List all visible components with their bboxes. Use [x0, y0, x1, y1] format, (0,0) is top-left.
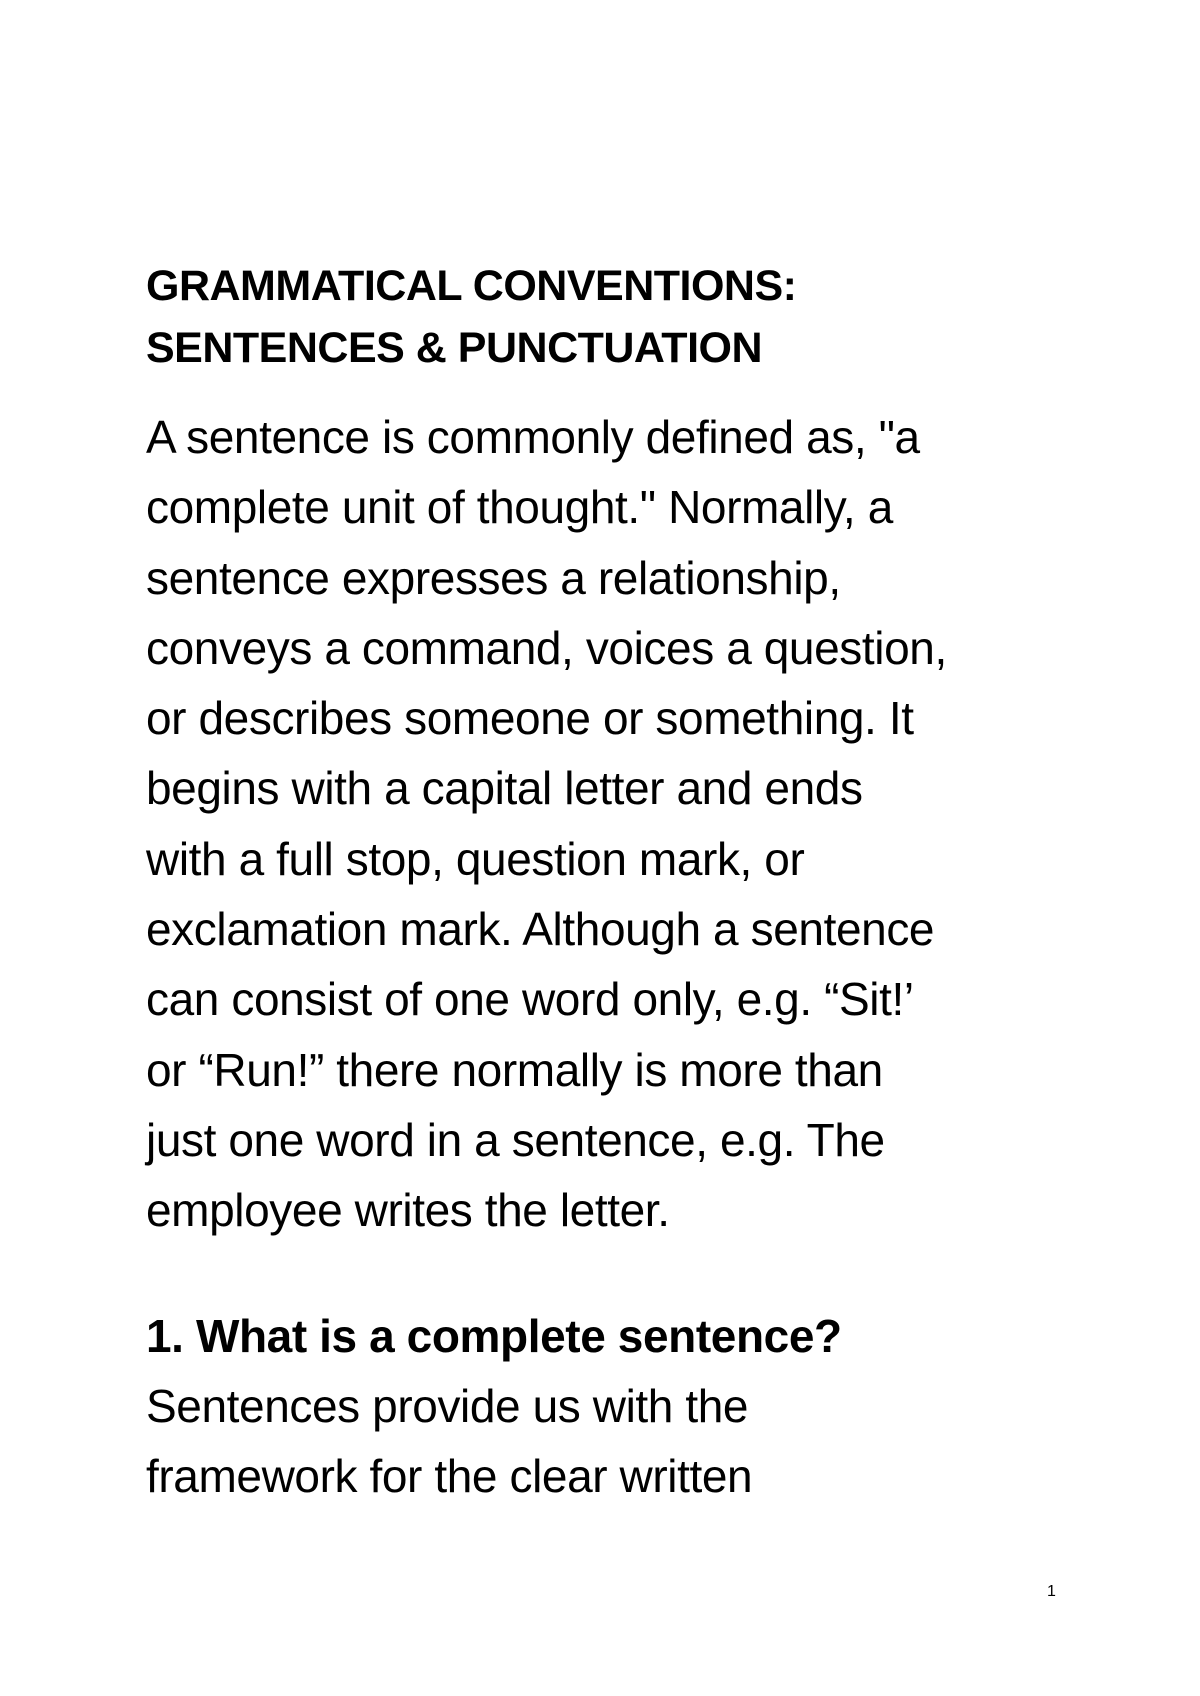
paragraph-line: exclamation mark. Although a sentence — [146, 903, 935, 956]
paragraph-line: or “Run!” there normally is more than — [146, 1043, 883, 1096]
paragraph-line: A sentence is commonly defined as, "a — [146, 411, 920, 463]
paragraph-line: framework for the clear written — [146, 1449, 753, 1502]
paragraph-line: with a full stop, question mark, or — [146, 832, 805, 885]
paragraph-line: or describes someone or something. It — [146, 692, 914, 745]
paragraph-line: complete unit of thought." Normally, a — [146, 481, 893, 534]
section-heading: 1. What is a complete sentence? — [146, 1309, 842, 1362]
title-line: SENTENCES & PUNCTUATION — [146, 324, 763, 372]
paragraph-line: sentence expresses a relationship, — [146, 551, 841, 604]
section-complete-sentence — [146, 1301, 1086, 1511]
title-line: GRAMMATICAL CONVENTIONS: — [146, 262, 797, 310]
intro-paragraph — [146, 402, 1086, 1246]
paragraph-line: employee writes the letter. — [146, 1184, 670, 1237]
document-title — [146, 255, 1086, 379]
paragraph-line: Sentences provide us with the — [146, 1379, 749, 1432]
paragraph-line: conveys a command, voices a question, — [146, 621, 947, 674]
paragraph-line: can consist of one word only, e.g. “Sit!’ — [146, 973, 914, 1026]
paragraph-line: begins with a capital letter and ends — [146, 762, 863, 815]
page-content — [146, 255, 1086, 1511]
section-paragraph — [146, 1371, 1086, 1511]
paragraph-line: just one word in a sentence, e.g. The — [146, 1113, 885, 1166]
page-number: 1 — [1047, 1583, 1056, 1600]
